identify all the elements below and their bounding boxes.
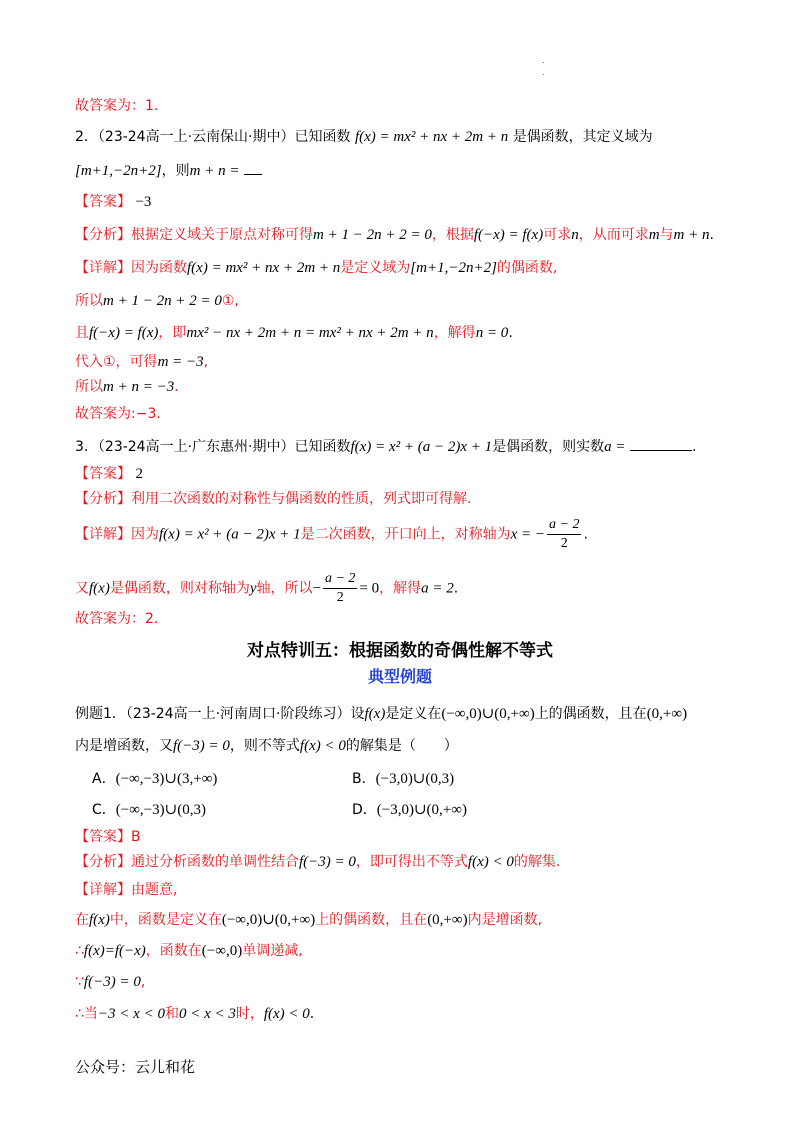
- text: ,: [203, 354, 209, 370]
- text: 上的偶函数，且在: [315, 912, 428, 928]
- option-label: D．: [352, 802, 377, 818]
- subsection-title: 典型例题: [367, 667, 432, 686]
- detail-line: [75, 291, 239, 311]
- text: 中，函数是定义在: [109, 912, 222, 928]
- text: 的解集是（ ）: [345, 738, 458, 754]
- text: 所以: [75, 293, 103, 309]
- text: .: [309, 1006, 315, 1022]
- corner-mark: .: [542, 68, 545, 77]
- text: 是偶函数，则对称轴为: [109, 580, 250, 597]
- math: f(x) < 0: [263, 1006, 310, 1022]
- option-d: [352, 799, 467, 819]
- text: 与: [659, 227, 674, 243]
- text: 内是增函数，又: [75, 738, 173, 754]
- math: (−∞,0): [201, 943, 243, 959]
- math: f(x) = x² + (a − 2)x + 1: [350, 439, 493, 455]
- math: f(x) = x² + (a − 2)x + 1: [159, 526, 301, 543]
- detail-line: [75, 1004, 314, 1024]
- detail-line: [75, 880, 177, 900]
- answer-line: 故答案为：1.: [75, 98, 159, 114]
- text: 是偶函数，则实数: [492, 439, 605, 455]
- math: −: [312, 580, 321, 597]
- text: .: [508, 325, 513, 341]
- math: f(x) = mx² + nx + 2m + n: [187, 260, 341, 276]
- math: a = 2: [421, 580, 454, 597]
- math: m + n = −3: [103, 379, 175, 395]
- text: 因为: [131, 526, 159, 543]
- denominator: 2: [560, 536, 568, 551]
- math: f(−x) = f(x): [473, 227, 544, 243]
- text: 的偶函数,: [496, 260, 558, 276]
- tag: 【分析】: [75, 491, 131, 507]
- math: f(x) < 0: [299, 738, 346, 754]
- math: m + n =: [189, 163, 240, 179]
- example-line-2: [75, 736, 458, 756]
- text: 时，: [235, 1006, 264, 1022]
- corner-mark: .: [542, 56, 545, 65]
- analysis-line: [75, 489, 471, 509]
- tag: 【分析】: [75, 854, 131, 870]
- text: 所以: [75, 379, 103, 395]
- tag: 【详解】: [75, 526, 131, 543]
- option-value: (−3,0)∪(0,3): [375, 771, 455, 787]
- math: f(x) = mx² + nx + 2m + n: [354, 129, 509, 145]
- option-value: (−∞,−3)∪(3,+∞): [115, 771, 218, 787]
- problem-2-line-1: [75, 127, 653, 147]
- math: m + n: [673, 227, 710, 243]
- problem-3-line: [75, 436, 696, 457]
- text: 通过分析函数的单调性结合: [131, 854, 299, 870]
- math: f(x)=f(−x): [83, 943, 146, 959]
- option-c: [92, 799, 206, 819]
- numerator: a − 2: [547, 516, 581, 535]
- math: f(−3) = 0: [173, 738, 230, 754]
- answer-line: [75, 192, 151, 212]
- math: m + 1 − 2n + 2 = 0: [313, 227, 432, 243]
- math: n: [571, 227, 579, 243]
- problem-2-line-2: [75, 160, 262, 181]
- text: 轴，所以: [256, 580, 313, 597]
- footer-credit: 公众号：云儿和花: [75, 1058, 196, 1076]
- text: 单调递减,: [242, 943, 303, 959]
- text: .: [691, 439, 697, 455]
- math: f(−3) = 0: [299, 854, 356, 870]
- text: 2．（23-24高一上·云南保山·期中）已知函数: [75, 129, 351, 145]
- detail-line: [75, 516, 588, 553]
- text: ，则不等式: [229, 738, 300, 754]
- option-label: C．: [92, 802, 116, 818]
- math: x = −: [510, 526, 546, 543]
- text: ，解得: [379, 580, 422, 597]
- math: n = 0: [475, 325, 509, 341]
- detail-line: [75, 377, 179, 397]
- text: 且: [75, 325, 89, 341]
- math: (−∞,0)∪(0,+∞): [221, 912, 316, 928]
- option-label: A．: [92, 771, 116, 787]
- text: 3．（23-24高一上·广东惠州·期中）已知函数: [75, 439, 351, 455]
- tag: 【答案】: [75, 194, 131, 210]
- answer-value: B: [131, 829, 141, 845]
- math: (0,+∞): [646, 706, 688, 722]
- analysis-line: [75, 852, 560, 872]
- detail-line: [75, 352, 208, 372]
- text: 内是增函数,: [467, 912, 543, 928]
- math: −3 < x < 0: [97, 1006, 165, 1022]
- answer-line: [75, 464, 143, 484]
- fraction: [323, 570, 357, 607]
- text: 上的偶函数，且在: [534, 706, 647, 722]
- text: ∴当: [75, 1006, 98, 1022]
- answer-line: 故答案为:−3.: [75, 406, 161, 422]
- option-value: (−3,0)∪(0,+∞): [376, 802, 467, 818]
- math: m = −3: [157, 354, 204, 370]
- text: 的解集.: [513, 854, 561, 870]
- text: 代入①，可得: [75, 354, 158, 370]
- math: f(−3) = 0: [83, 974, 141, 990]
- text: 在: [75, 912, 89, 928]
- math: m: [648, 227, 660, 243]
- answer-value: −3: [135, 194, 152, 210]
- math: f(−x) = f(x): [89, 325, 159, 341]
- detail-line: [75, 941, 303, 961]
- math: (0,+∞): [427, 912, 468, 928]
- text: .: [174, 379, 179, 395]
- numerator: a − 2: [323, 570, 357, 589]
- answer-blank: [244, 160, 262, 175]
- text: ，从而可求: [578, 227, 649, 243]
- text: ∴: [75, 943, 84, 959]
- text: 是二次函数，开口向上，对称轴为: [300, 526, 511, 543]
- math: f(x): [364, 706, 386, 722]
- text: 因为函数: [131, 260, 187, 276]
- tag: 【详解】: [75, 882, 131, 898]
- detail-line: [75, 258, 557, 278]
- math: [m+1,−2n+2]: [410, 260, 497, 276]
- text: .: [453, 580, 459, 597]
- option-label: B．: [352, 771, 376, 787]
- text: 由题意,: [131, 882, 178, 898]
- option-b: [352, 768, 454, 788]
- math: f(x): [89, 912, 110, 928]
- text: 是偶函数，其定义域为: [512, 129, 653, 145]
- answer-line: 故答案为：2．: [75, 611, 168, 627]
- analysis-line: [75, 225, 714, 245]
- text: 利用二次函数的对称性与偶函数的性质，列式即可得解.: [131, 491, 472, 507]
- math: f(x): [89, 580, 110, 597]
- answer-value: 2: [135, 466, 143, 482]
- math: 0 < x < 3: [178, 1006, 236, 1022]
- text: ①,: [221, 293, 239, 309]
- text: .: [583, 526, 588, 543]
- math: = 0: [359, 580, 380, 597]
- math: (−∞,0)∪(0,+∞): [441, 706, 535, 722]
- option-a: [92, 768, 217, 788]
- tag: 【答案】: [75, 829, 131, 845]
- tag: 【分析】: [75, 227, 131, 243]
- text: ，即可得出不等式: [355, 854, 468, 870]
- denominator: 2: [336, 590, 344, 605]
- text: ,: [140, 974, 146, 990]
- math: mx² − nx + 2m + n = mx² + nx + 2m + n: [186, 325, 434, 341]
- math: y: [249, 580, 257, 597]
- text: 和: [164, 1006, 179, 1022]
- text: .: [709, 227, 714, 243]
- section-title: 对点特训五：根据函数的奇偶性解不等式: [247, 641, 553, 661]
- text: ，解得: [433, 325, 476, 341]
- text: 例题1．（23-24高一上·河南周口·阶段练习）设: [75, 706, 365, 722]
- text: ∵: [75, 974, 84, 990]
- math: f(x) < 0: [467, 854, 514, 870]
- detail-line: [75, 972, 145, 992]
- answer-line: [75, 827, 141, 847]
- text: ，根据: [431, 227, 474, 243]
- math: m + 1 − 2n + 2 = 0: [103, 293, 222, 309]
- detail-line: [75, 323, 513, 343]
- tag: 【详解】: [75, 260, 131, 276]
- math: [m+1,−2n+2]: [75, 163, 162, 179]
- text: 又: [75, 580, 89, 597]
- math: a =: [604, 439, 626, 455]
- text: 是定义域为: [340, 260, 411, 276]
- text: ，函数在: [145, 943, 202, 959]
- example-line-1: [75, 704, 687, 724]
- option-value: (−∞,−3)∪(0,3): [115, 802, 206, 818]
- text: 根据定义域关于原点对称可得: [131, 227, 313, 243]
- detail-line: [75, 570, 458, 607]
- text: ，则: [161, 163, 190, 179]
- answer-blank: [630, 436, 692, 451]
- detail-line: [75, 910, 542, 930]
- text: 是定义在: [385, 706, 442, 722]
- text: ，即: [158, 325, 187, 341]
- tag: 【答案】: [75, 466, 131, 482]
- text: 可求: [543, 227, 572, 243]
- fraction: [547, 516, 581, 553]
